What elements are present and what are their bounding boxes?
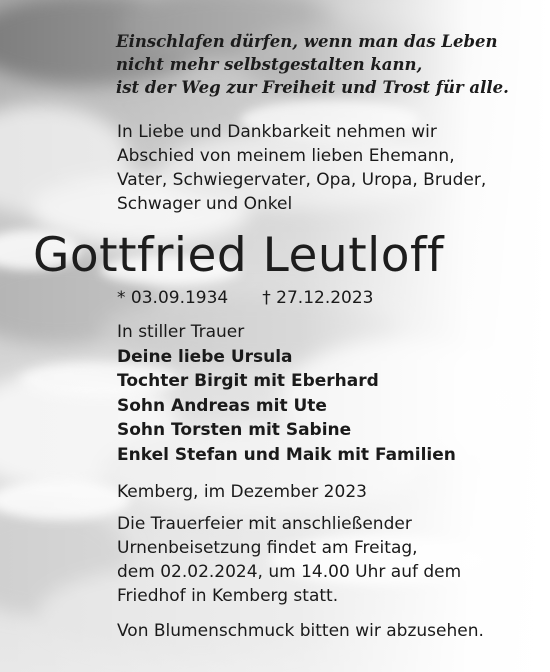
quote-line: ist der Weg zur Freiheit und Trost für alle. — [116, 78, 509, 97]
quote-line: nicht mehr selbstgestalten kann, — [116, 55, 423, 74]
quote-line: Einschlafen dürfen, wenn man das Leben — [116, 32, 498, 51]
flowers-note: Von Blumenschmuck bitten wir abzusehen. — [117, 621, 484, 641]
funeral-line: dem 02.02.2024, um 14.00 Uhr auf dem — [117, 562, 462, 582]
mourner-entry: Sohn Andreas mit Ute — [117, 395, 327, 416]
memorial-quote — [116, 30, 509, 99]
mourner-entry: Deine liebe Ursula — [117, 346, 293, 367]
intro-line: Abschied von meinem lieben Ehemann, — [117, 146, 455, 166]
mourners-list — [117, 320, 456, 467]
life-dates — [117, 286, 374, 310]
place-and-date: Kemberg, im Dezember 2023 — [117, 482, 367, 502]
mourner-entry: Enkel Stefan und Maik mit Familien — [117, 444, 456, 465]
intro-line: Vater, Schwiegervater, Opa, Uropa, Bruder, — [117, 170, 487, 190]
funeral-details — [117, 512, 461, 608]
intro-line: Schwager und Onkel — [117, 194, 293, 214]
death-date: † 27.12.2023 — [262, 288, 374, 308]
funeral-line: Urnenbeisetzung findet am Freitag, — [117, 538, 418, 558]
funeral-line: Friedhof in Kemberg statt. — [117, 586, 339, 606]
funeral-line: Die Trauerfeier mit anschließender — [117, 514, 412, 534]
deceased-name: Gottfried Leutloff — [33, 228, 445, 283]
intro-line: In Liebe und Dankbarkeit nehmen wir — [117, 122, 437, 142]
birth-date: * 03.09.1934 — [117, 288, 229, 308]
mourners-heading: In stiller Trauer — [117, 322, 245, 342]
farewell-intro — [117, 120, 486, 216]
mourner-entry: Sohn Torsten mit Sabine — [117, 420, 352, 440]
mourner-entry: Tochter Birgit mit Eberhard — [117, 371, 379, 391]
